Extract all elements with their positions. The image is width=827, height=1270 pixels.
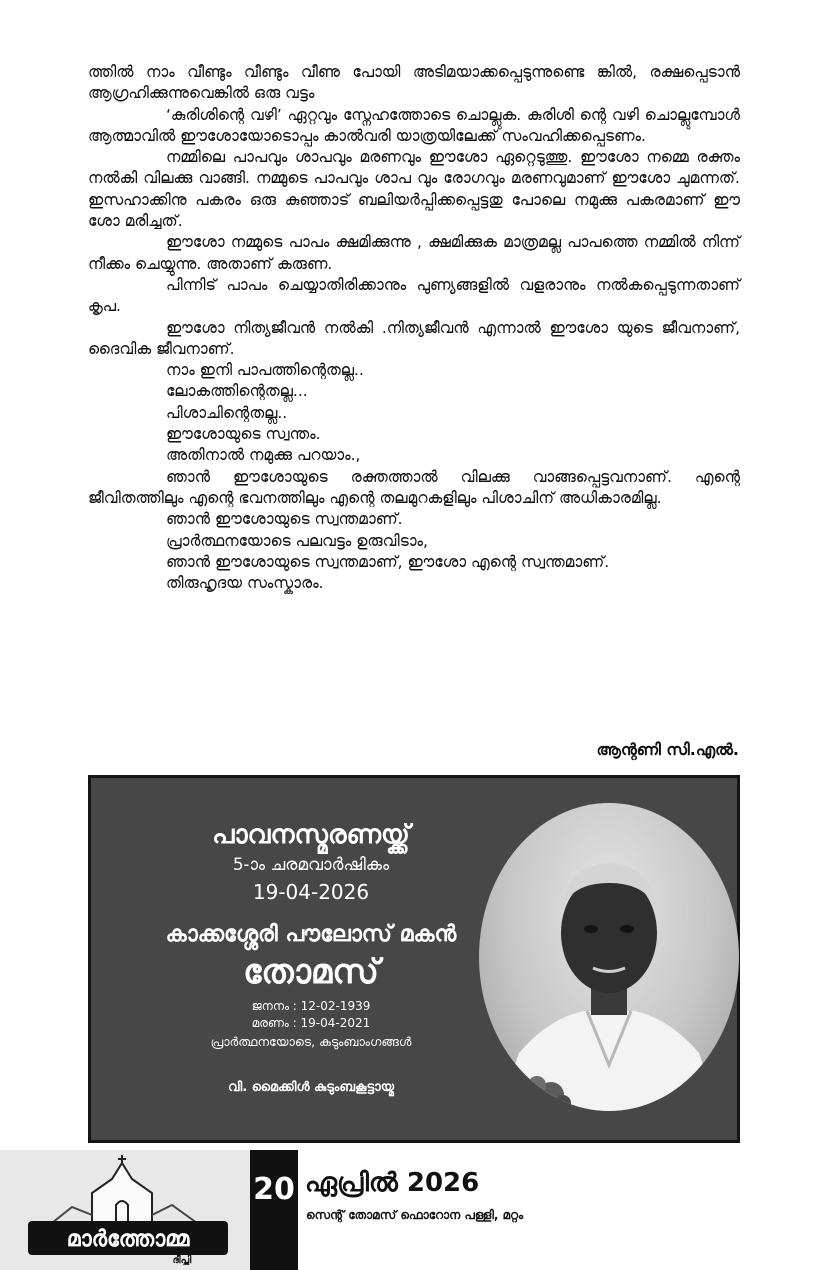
parish-name: സെന്റ് തോമസ് ഫൊറോന പള്ളി, മറ്റം xyxy=(306,1208,524,1222)
article-paragraph: പ്രാർത്ഥനയോടെ പലവട്ടം ഉരുവിടാം, xyxy=(166,531,428,550)
logo-subtitle: ദീപ്തി xyxy=(172,1255,192,1265)
portrait-photo xyxy=(479,803,739,1111)
article-paragraph: ഈശോയുടെ സ്വന്തം. xyxy=(166,425,321,444)
memorial-dates xyxy=(121,998,501,1032)
author-name: ആന്റണി സി.എൽ. xyxy=(596,740,739,759)
memorial-text xyxy=(121,818,501,1098)
article-paragraph: ഞാൻ ഈശോയുടെ സ്വന്തമാണ്, ഈശോ എന്റെ സ്വന്തമാണ്. xyxy=(166,552,610,571)
article-paragraph: നമ്മിലെ പാപവും ശാപവും മരണവും ഈശോ ഏറ്റെടുത്തു. ഈശോ നമ്മെ രക്തം നൽകി വിലക്കു വാങ്ങി. നമ്മുടെ പാപവും ശാപ വും രോഗവും മരണവുമാണ് ഈശോ ചുമന്നത്. ഇസഹാക്കിനു പകരം ഒരു കുഞ്ഞാട് ബലിയർപ്പിക്കപ്പെട്ടതു പോലെ നമുക്കു പകരമാണ് ഈ ശോ മരിച്ചത്. xyxy=(88,148,740,231)
article-paragraph: ഈശോ നിത്യജീവൻ നൽകി .നിത്യജീവൻ എന്നാൽ ഈശോ യുടെ ജീവനാണ്, ദൈവിക ജീവനാണ്. xyxy=(88,318,740,358)
portrait-illustration xyxy=(479,803,739,1111)
logo-title: മാർത്തോമ്മ xyxy=(66,1227,190,1252)
memorial-anniversary: 5-ാം ചരമവാർഷികം xyxy=(232,855,390,875)
article-paragraph: ലോകത്തിന്റെതല്ല... xyxy=(166,382,308,401)
memorial-person-name: തോമസ് xyxy=(243,952,379,992)
article-paragraph: അതിനാൽ നമുക്കു പറയാം., xyxy=(166,446,361,465)
magazine-logo xyxy=(22,1155,237,1265)
memorial-card xyxy=(88,775,740,1143)
death-date: മരണം : 19-04-2021 xyxy=(251,1016,371,1030)
article-paragraph: ഞാൻ ഈശോയുടെ സ്വന്തമാണ്. xyxy=(166,510,403,529)
memorial-community: വി. മൈക്കിൾ കുടുംബകൂട്ടായ്മ xyxy=(228,1080,394,1095)
church-logo-icon xyxy=(22,1155,237,1265)
birth-date: ജനനം : 12-02-1939 xyxy=(251,999,371,1013)
article-paragraph: ത്തിൽ നാം വീണ്ടും വീണ്ടും വീണു പോയി അടിമയാക്കപ്പെടുന്നുണ്ടെ ങ്കിൽ, രക്ഷപ്പെടാൻ ആഗ്രഹിക്കുന്നുവെങ്കിൽ ഒരു വട്ടം xyxy=(88,63,740,103)
article-paragraph: പിന്നിട് പാപം ചെയ്യാതിരിക്കാനും പുണ്യങ്ങളിൽ വളരാനും നൽകപ്പെടുന്നതാണ് കൃപ. xyxy=(88,275,740,316)
article-paragraph: ഞാൻ ഈശോയുടെ രക്തത്താൽ വിലക്കു വാങ്ങപ്പെട്ടവനാണ്. എന്റെ ജീവിതത്തിലും എന്റെ ഭവനത്തിലും എന്റെ തലമുറകളിലും പിശാചിന് അധികാരമില്ല. xyxy=(88,467,740,507)
article-paragraph: തിരുഹൃദയ സംസ്കാരം. xyxy=(166,574,324,593)
page-number: 20 xyxy=(250,1150,298,1270)
article-paragraph: പിശാചിന്റെതല്ല.. xyxy=(166,403,288,422)
memorial-family-name: കാക്കശ്ശേരി പൗലോസ് മകൻ xyxy=(165,922,457,947)
memorial-heading: പാവനസ്മരണയ്ക്ക് xyxy=(212,820,410,850)
article-paragraph: ‘കുരിശിന്റെ വഴി’ ഏറ്റവും സ്നേഹത്തോടെ ചൊല്ലുക. കുരിശി ന്റെ വഴി ചൊല്ലുമ്പോൾ ആത്മാവിൽ ഈശോയോടൊപ്പം കാൽവരി യാത്രയിലേക്ക് സംവഹിക്കപ്പെടണം. xyxy=(88,105,740,145)
issue-month: ഏപ്രിൽ 2026 xyxy=(305,1168,480,1198)
article-paragraph: നാം ഇനി പാപത്തിന്റെതല്ല.. xyxy=(166,361,364,380)
memorial-prayer: പ്രാർത്ഥനയോടെ, കുടുംബാംഗങ്ങൾ xyxy=(210,1034,412,1049)
article-body xyxy=(88,62,740,594)
article-paragraph: ഈശോ നമ്മുടെ പാപം ക്ഷമിക്കുന്നു , ക്ഷമിക്കുക മാത്രമല്ല പാപത്തെ നമ്മിൽ നിന്ന് നീക്കം ചെയ്യുന്നു. അതാണ് കരുണ. xyxy=(88,233,740,273)
footer-logo-panel xyxy=(0,1150,250,1270)
memorial-date: 19-04-2026 xyxy=(252,880,370,904)
